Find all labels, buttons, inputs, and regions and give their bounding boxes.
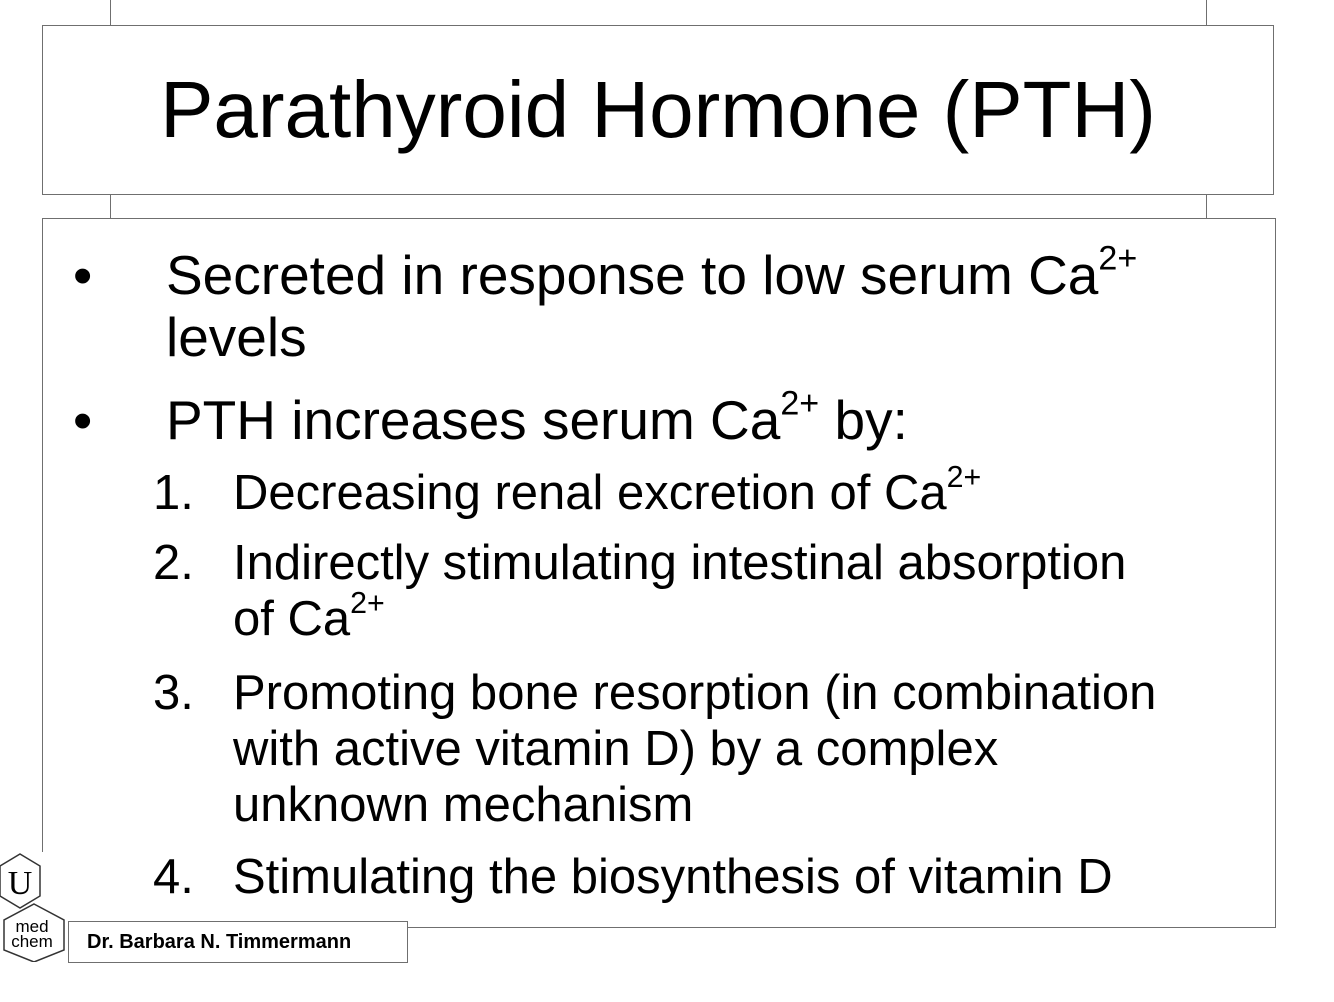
- title-box: [42, 25, 1274, 195]
- content-box: [42, 218, 1276, 928]
- item-text: [233, 665, 1263, 833]
- author-name: Dr. Barbara N. Timmermann: [87, 930, 352, 953]
- superscript: 2+: [946, 460, 982, 495]
- item-number: 3.: [153, 666, 194, 720]
- slide-title: Parathyroid Hormone (PTH): [160, 65, 1156, 154]
- bullet-marker: •: [73, 244, 93, 306]
- item-line-2: with active vitamin D) by a complex: [233, 722, 999, 776]
- bullet-text: [166, 384, 1271, 451]
- bullet-marker: •: [73, 389, 93, 451]
- bullet-line-text: Secreted in response to low serum Ca: [166, 244, 1099, 306]
- frame-line: [1206, 195, 1207, 218]
- bullet-line: [166, 239, 1271, 306]
- item-line: Indirectly stimulating intestinal absorption: [233, 536, 1127, 590]
- author-box: [68, 921, 408, 963]
- logo-letter: U: [7, 865, 33, 902]
- frame-line: [110, 195, 111, 218]
- bullet-line-text-after: by:: [819, 389, 908, 451]
- item-line-3: unknown mechanism: [233, 778, 694, 832]
- item-line: Promoting bone resorption (in combination: [233, 666, 1157, 720]
- item-number: 4.: [153, 850, 194, 904]
- bullet-line-2: levels: [166, 306, 307, 368]
- item-text: [233, 849, 1263, 905]
- item-number: 2.: [153, 536, 194, 590]
- item-line-2: [233, 586, 1263, 647]
- medchem-logo: [0, 852, 68, 962]
- superscript: 2+: [780, 384, 820, 423]
- superscript: 2+: [350, 586, 385, 621]
- logo-line-2: chem: [11, 932, 53, 951]
- item-line-text: of Ca: [233, 592, 351, 646]
- logo-line-1: med: [15, 917, 49, 936]
- frame-line: [110, 0, 111, 25]
- bullet-line-text: PTH increases serum Ca: [166, 389, 781, 451]
- logo-graphic: [0, 852, 68, 962]
- superscript: 2+: [1098, 239, 1138, 278]
- bullet-text: [166, 239, 1271, 368]
- item-text: [233, 460, 1263, 521]
- item-number: 1.: [153, 466, 194, 520]
- item-text: [233, 535, 1263, 647]
- item-line: Decreasing renal excretion of Ca: [233, 466, 947, 520]
- item-line: Stimulating the biosynthesis of vitamin D: [233, 850, 1113, 904]
- frame-line: [1206, 0, 1207, 25]
